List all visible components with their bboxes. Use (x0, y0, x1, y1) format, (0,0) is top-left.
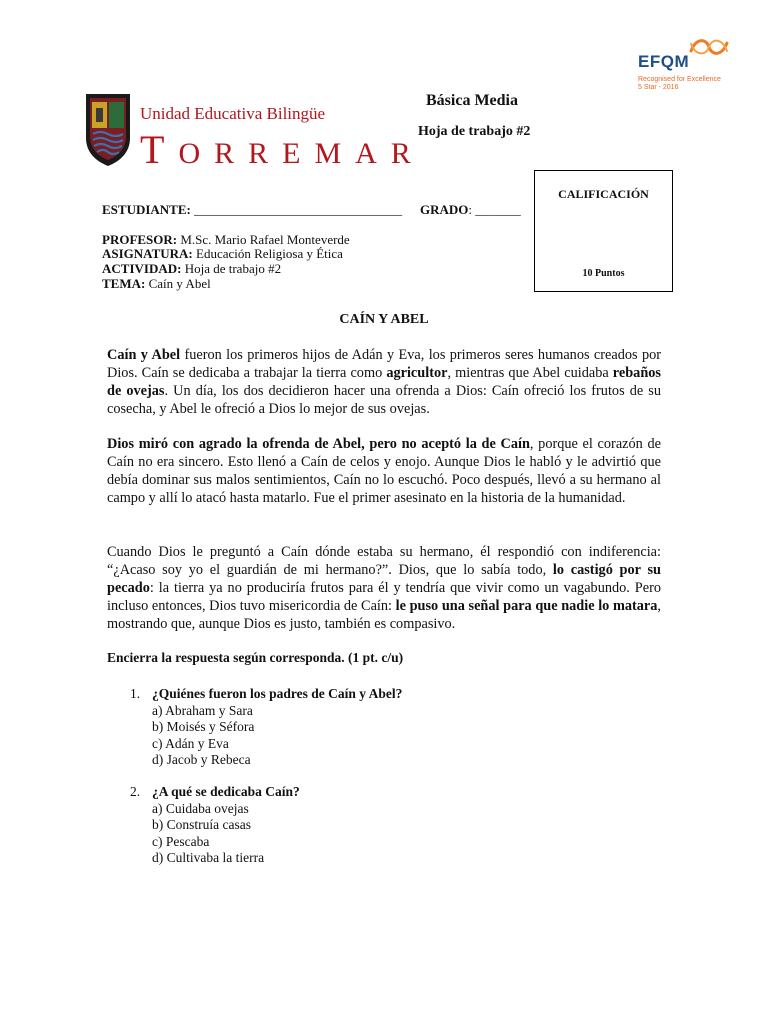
efqm-swoosh-icon (688, 36, 730, 58)
subject-label: ASIGNATURA: (102, 246, 193, 261)
p3-bold-2: le puso una señal para que nadie lo matara (395, 598, 658, 614)
p1-text-3: . Un día, los dos decidieron hacer una ofrenda a Dios: Caín ofreció los frutos de su cosecha, y Abel le ofreció a Dios lo mejor de sus ovejas. (107, 383, 661, 417)
level-title: Básica Media (426, 92, 518, 109)
p3-bold-1: lo castigó por su pecado (107, 562, 661, 596)
subject-value: Educación Religiosa y Ética (196, 246, 343, 261)
story-title: CAÍN Y ABEL (339, 312, 429, 327)
story-paragraph-1 (107, 346, 661, 418)
school-crest-icon (84, 92, 132, 168)
story-paragraph-2 (107, 435, 661, 507)
answer-option-b[interactable]: b) Construía casas (152, 817, 251, 832)
question-number: 1. (130, 686, 141, 701)
grade-box-title: CALIFICACIÓN (558, 187, 649, 201)
p3-text-2: : la tierra ya no produciría frutos para él y tendría que vivir como un vagabundo. Pero incluso entonces, Dios tuvo misericordia de Caín: (107, 580, 661, 614)
p1-text-2: , mientras que Abel cuidaba (447, 365, 613, 381)
p3-text-3: , mostrando que, aunque Dios es justo, también es compasivo. (107, 598, 661, 632)
efqm-word: EFQM (638, 52, 690, 71)
efqm-subtitle-2: 5 Star - 2016 (638, 84, 679, 91)
efqm-subtitle-1: Recognised for Excellence (638, 76, 721, 83)
p1-bold-1: Caín y Abel (107, 347, 181, 363)
grade-box-points: 10 Puntos (582, 268, 625, 279)
answer-option-a[interactable]: a) Abraham y Sara (152, 702, 253, 718)
answer-option-d[interactable]: d) Jacob y Rebeca (152, 752, 251, 767)
answer-option-b[interactable]: b) Moisés y Séfora (152, 719, 255, 734)
student-label: ESTUDIANTE: (102, 202, 191, 217)
teacher-value: M.Sc. Mario Rafael Monteverde (180, 232, 350, 247)
activity-value: Hoja de trabajo #2 (184, 261, 282, 276)
p1-bold-3: rebaños de ovejas (107, 365, 661, 399)
question-text: ¿A qué se dedicaba Caín? (152, 784, 300, 799)
activity-field (102, 261, 281, 277)
school-name: Unidad Educativa Bilingüe (140, 104, 326, 123)
sheet-title: Hoja de trabajo #2 (418, 124, 531, 139)
instructions: Encierra la respuesta según corresponda. (1 pt. c/u) (107, 650, 404, 665)
question-number: 2. (130, 784, 141, 799)
question-text: ¿Quiénes fueron los padres de Caín y Abel? (152, 686, 403, 701)
p3-text-1: Cuando Dios le preguntó a Caín dónde estaba su hermano, él respondió con indiferencia: “¿Acaso soy yo el guardián de mi hermano?”. Dios, que lo sabía todo, (107, 544, 661, 578)
activity-label: ACTIVIDAD: (102, 261, 182, 276)
subject-field (102, 246, 343, 262)
answer-option-c[interactable]: c) Pescaba (152, 833, 210, 849)
answer-option-a[interactable]: a) Cuidaba ovejas (152, 800, 249, 816)
answer-option-d[interactable]: d) Cultivaba la tierra (152, 850, 265, 865)
student-blank[interactable]: ________________________________ (194, 202, 403, 217)
school-brand: TORREMAR (140, 127, 425, 172)
efqm-logo (638, 36, 748, 96)
topic-label: TEMA: (102, 276, 146, 291)
p1-bold-2: agricultor (386, 365, 448, 381)
teacher-label: PROFESOR: (102, 232, 178, 247)
p2-text-1: , porque el corazón de Caín no era sincero. Esto llenó a Caín de celos y enojo. Aunque Dios le habló y le advirtió que debía dominar sus malos sentimientos, Caín no lo escuchó. Poco después, llevó a su hermano al campo y allí lo atacó hasta matarlo. Fue el primer asesinato en la historia de la humanidad. (107, 436, 661, 506)
school-logo (84, 92, 425, 172)
answer-option-c[interactable]: c) Adán y Eva (152, 735, 229, 751)
story-paragraph-3 (107, 543, 661, 633)
p2-bold-1: Dios miró con agrado la ofrenda de Abel, pero no aceptó la de Caín (107, 436, 530, 452)
topic-field (102, 276, 211, 292)
topic-value: Caín y Abel (148, 276, 211, 291)
student-field (102, 202, 402, 218)
p1-text-1: fueron los primeros hijos de Adán y Eva, los primeros seres humanos creados por Dios. Caín se dedicaba a trabajar la tierra como (107, 347, 662, 381)
grade-label: GRADO (420, 202, 469, 217)
grade-blank[interactable]: : _______ (468, 202, 521, 217)
grade-field (420, 202, 521, 218)
grade-box (534, 170, 673, 292)
